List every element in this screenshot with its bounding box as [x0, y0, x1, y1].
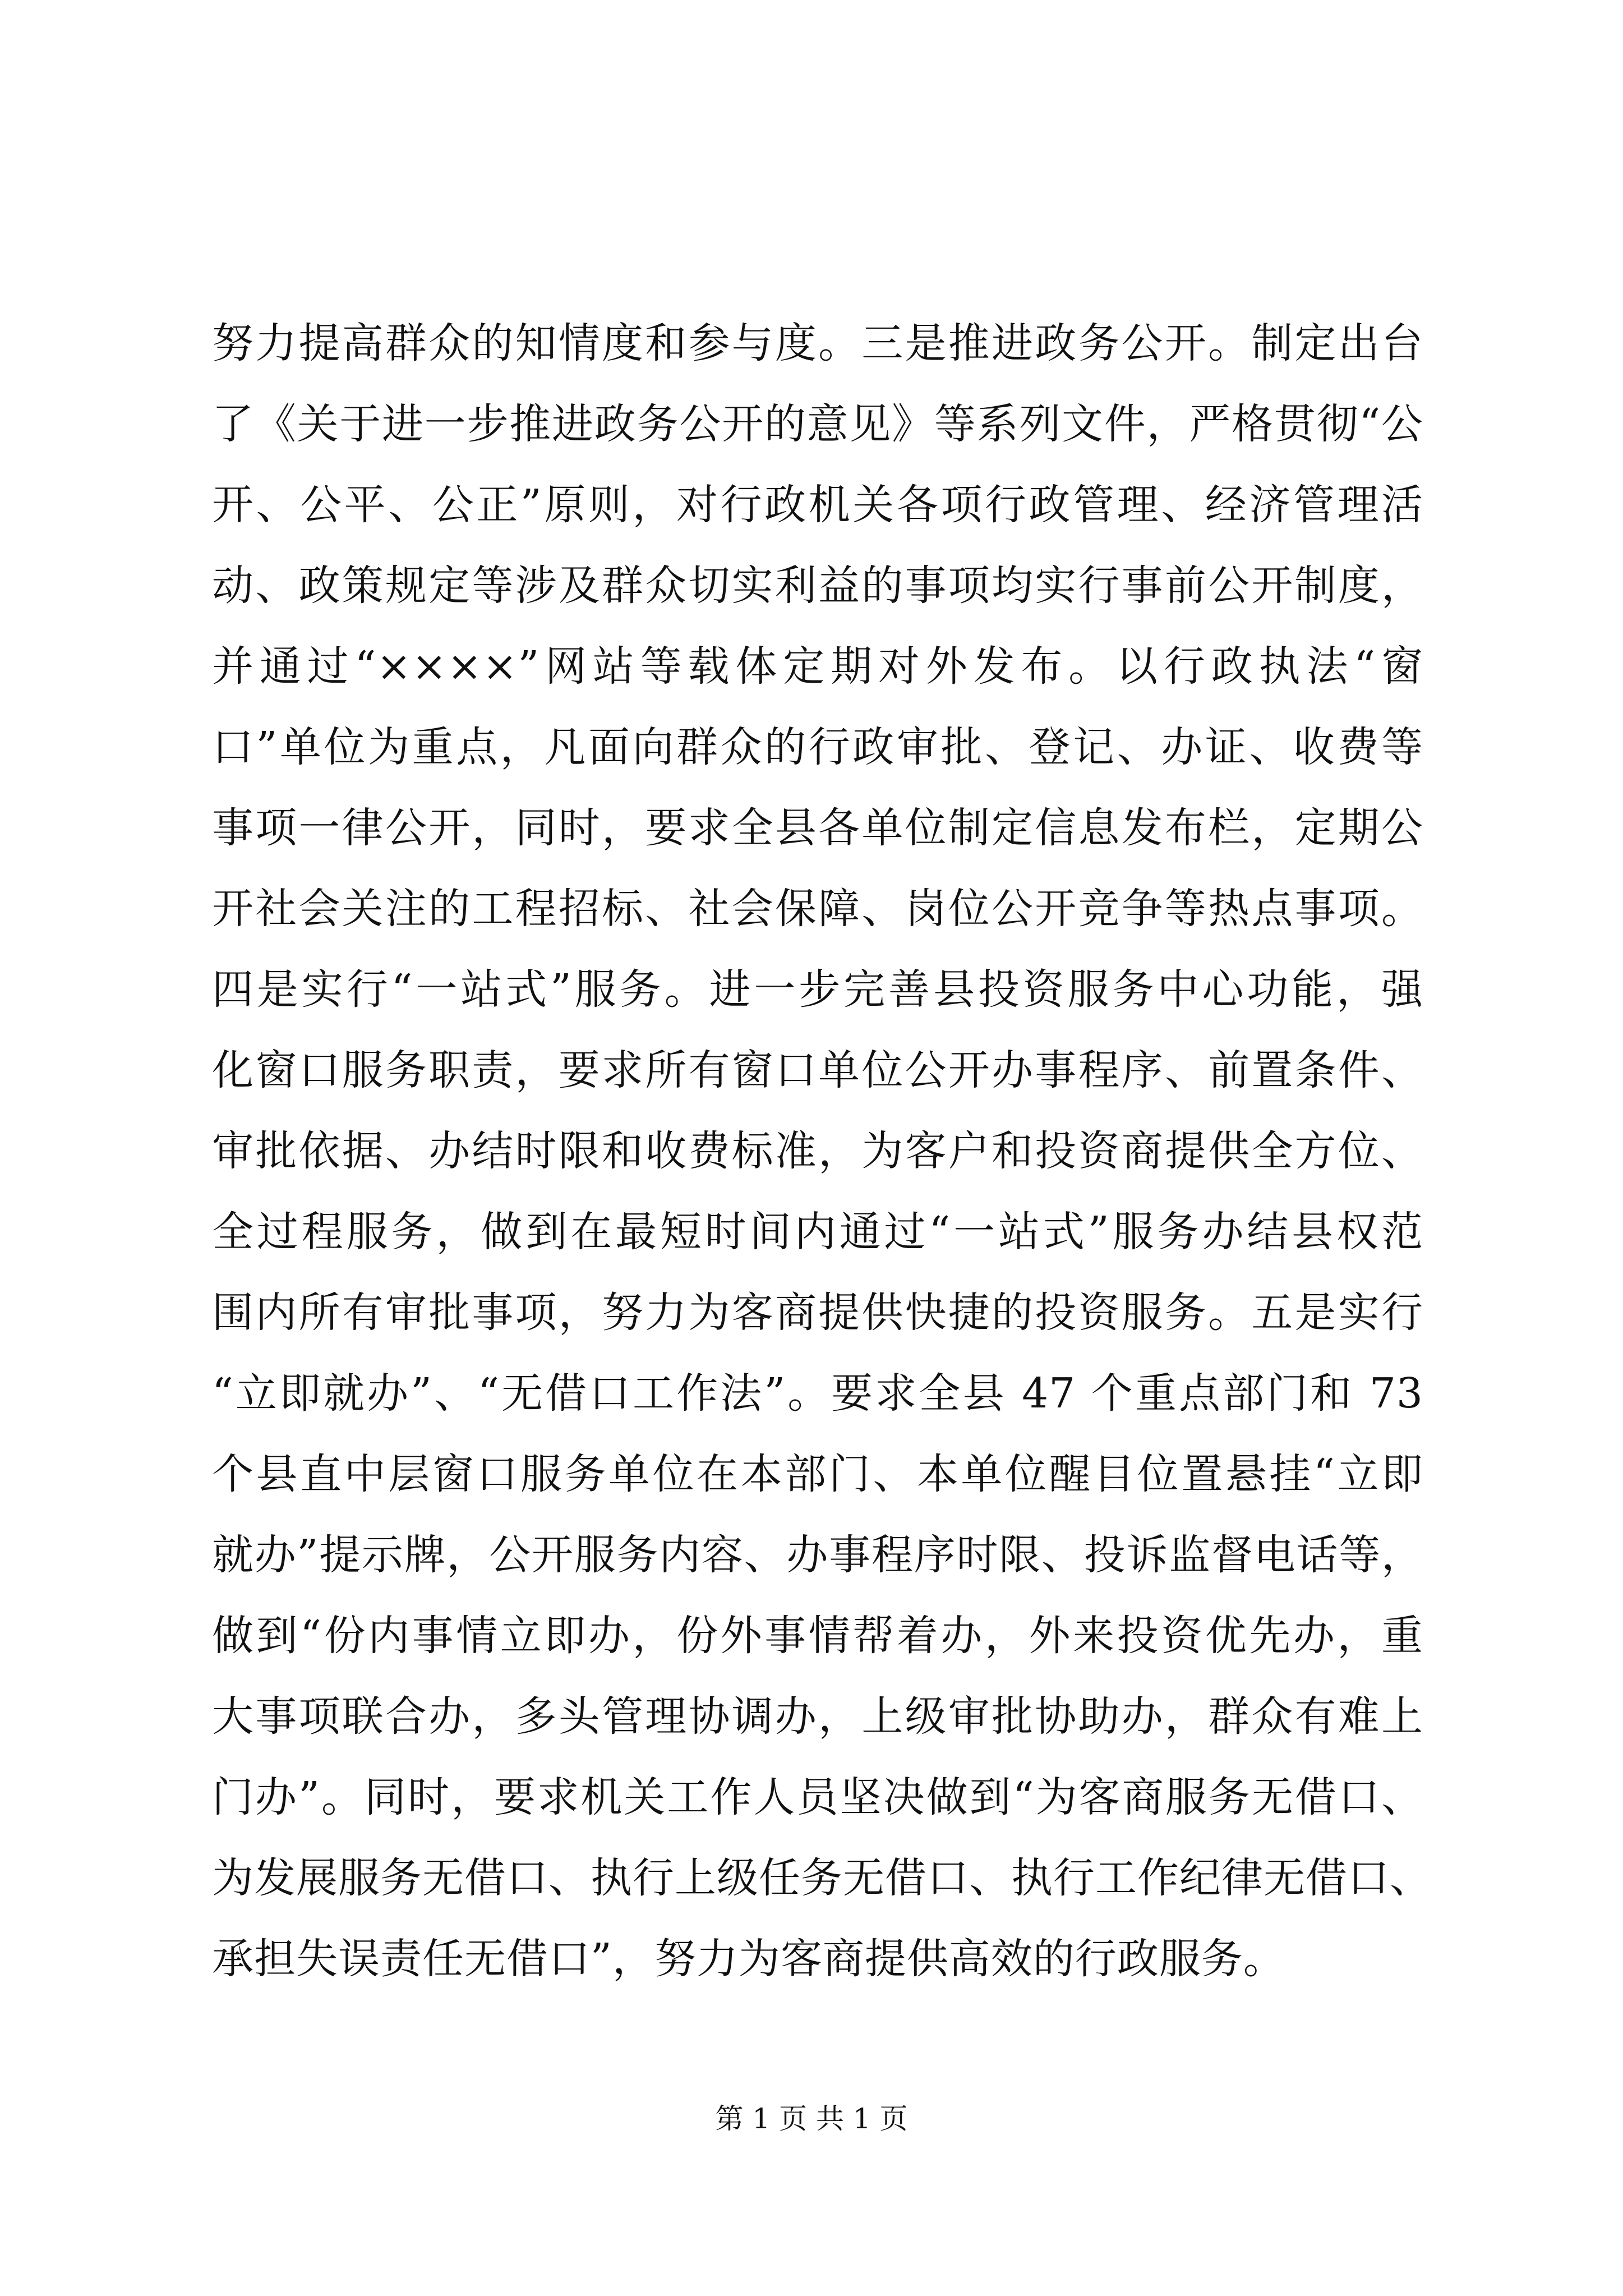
text-line: 开社会关注的工程招标、社会保障、岗位公开竞争等热点事项。	[212, 885, 1423, 933]
text-line: 口”单位为重点，凡面向群众的行政审批、登记、办证、收费等	[212, 723, 1423, 771]
text-line: 事项一律公开，同时，要求全县各单位制定信息发布栏，定期公	[212, 804, 1423, 852]
text-line: 全过程服务，做到在最短时间内通过“一站式”服务办结县权范	[212, 1208, 1423, 1256]
text-line: 动、政策规定等涉及群众切实利益的事项均实行事前公开制度，	[212, 562, 1423, 610]
text-line: 门办”。同时，要求机关工作人员坚决做到“为客商服务无借口、	[212, 1773, 1423, 1821]
text-line: 承担失误责任无借口”，努力为客商提供高效的行政服务。	[212, 1935, 1285, 1983]
text-line: 了《关于进一步推进政务公开的意见》等系列文件，严格贯彻“公	[212, 400, 1423, 448]
text-line: 围内所有审批事项，努力为客商提供快捷的投资服务。五是实行	[212, 1289, 1423, 1337]
text-line: 为发展服务无借口、执行上级任务无借口、执行工作纪律无借口、	[212, 1854, 1432, 1902]
text-line: 审批依据、办结时限和收费标准，为客户和投资商提供全方位、	[212, 1127, 1423, 1175]
text-line: 就办”提示牌，公开服务内容、办事程序时限、投诉监督电话等，	[212, 1531, 1423, 1579]
text-line: 四是实行“一站式”服务。进一步完善县投资服务中心功能，强	[212, 965, 1423, 1014]
text-line: “立即就办”、“无借口工作法”。要求全县 47 个重点部门和 73	[212, 1369, 1423, 1418]
text-line: 努力提高群众的知情度和参与度。三是推进政务公开。制定出台	[212, 319, 1423, 367]
text-line: 开、公平、公正”原则，对行政机关各项行政管理、经济管理活	[212, 481, 1423, 529]
text-line: 个县直中层窗口服务单位在本部门、本单位醒目位置悬挂“立即	[212, 1450, 1423, 1498]
text-line: 化窗口服务职责，要求所有窗口单位公开办事程序、前置条件、	[212, 1046, 1423, 1094]
page-number-footer: 第 1 页 共 1 页	[715, 2102, 908, 2135]
text-line: 并通过“××××”网站等载体定期对外发布。以行政执法“窗	[212, 642, 1423, 691]
text-line: 大事项联合办，多头管理协调办，上级审批协助办，群众有难上	[212, 1692, 1423, 1741]
body-paragraph	[212, 303, 1432, 1999]
text-line: 做到“份内事情立即办，份外事情帮着办，外来投资优先办，重	[212, 1612, 1423, 1660]
